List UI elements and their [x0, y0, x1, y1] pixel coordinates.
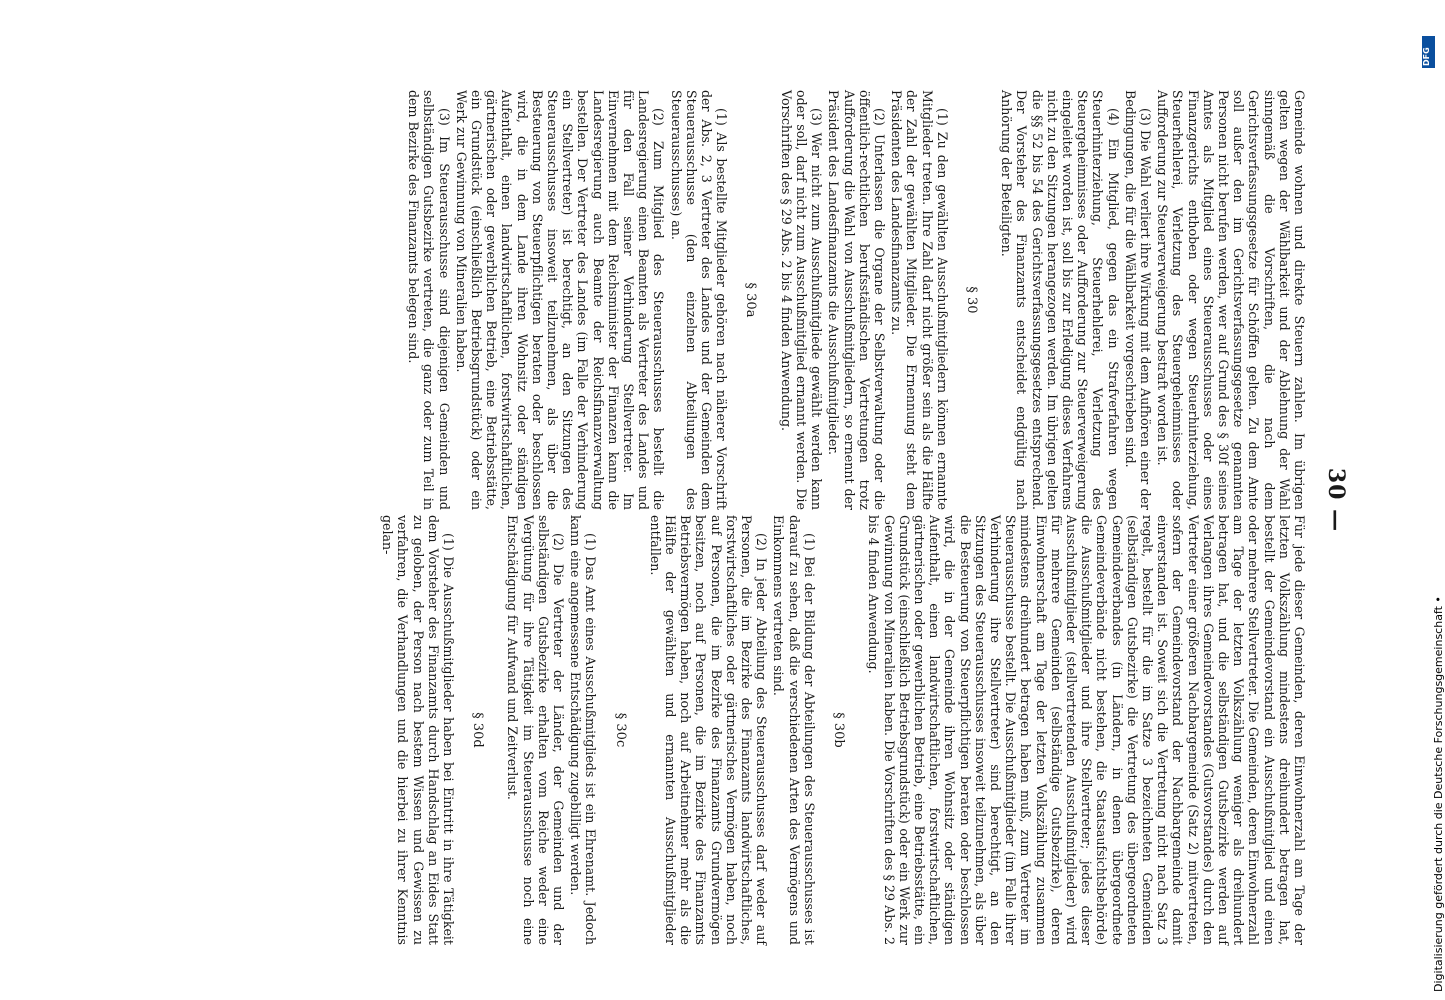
paragraph: (2) In jeder Abteilung des Steuerausschusses darf weder auf Personen, die im Bezirke des Finanzamts landwirtschaftliches, forstwirtschaftliches oder gärtnerisches Vermögen haben, noch auf Personen, die im Bezirke des Finanzamts Grundvermögen besitzen, noch auf Personen, die im Bezirke des Finanzamts Betriebsvermögen haben, noch auf Arbeitnehmer mehr als die Hälfte der gewählten und ernannten Ausschußmitglieder entfallen.	[647, 515, 770, 945]
paragraph: (2) Die Vertreter der Länder, der Gemeinden und der selbständigen Gutsbezirke erhalten vom Reiche weder eine Vergütung für ihre Tätigkeit im Steuerausschusse noch eine Entschädigung für Aufwand und Zeitverlust.	[505, 515, 567, 945]
right-column	[378, 515, 1307, 945]
paragraph: (2) Zum Mitglied des Steuerausschusses bestellt die Landesregierung einen Beamten als Vertreter des Landes und für den Fall seiner Verhinderung Stellvertreter. Im Einvernehmen mit dem Reichsminister der Finanzen kann die Landesregierung auch Beamte der Reichsfinanzverwaltung bestellen. Der Vertreter des Landes (im Falle der Verhinderung ein Stellvertreter) ist berechtigt, an den Sitzungen des Steuerausschusses insoweit teilzunehmen, als über die Besteuerung von Steuerpflichtigen beraten oder beschlossen wird, die in dem Lande ihren Wohnsitz oder ständigen Aufenthalt, einen landwirtschaftlichen, forstwirtschaftlichen, gärtnerischen oder gewerblichen Betrieb, eine Betriebsstätte, ein Grundstück (einschließlich Betriebsgrundstück) oder ein Werk zur Gewinnung von Mineralien haben.	[453, 90, 667, 510]
section-heading: § 30b	[831, 712, 847, 748]
paragraph: (3) Die Wahl verliert ihre Wirkung mit dem Aufhören einer der Bedingungen, die für die Wählbarkeit vorgeschrieben sind.	[1122, 90, 1153, 510]
paragraph: (2) Unterlassen die Organe der Selbstverwaltung oder die öffentlich-rechtlichen berufsständischen Vertretungen trotz Aufforderung die Wahl von Ausschußmitgliedern, so ernennt der Präsident des Landesfinanzamts die Ausschußmitglieder.	[826, 90, 887, 510]
left-column	[404, 90, 1307, 510]
paragraph: Für jede dieser Gemeinden, deren Einwohnerzahl am Tage der letzten Volkszählung mindestens dreihundert betragen hat, bestellt der Gemeindevorstand ein Ausschußmitglied und einen oder mehrere Stellvertreter. Die Gemeinden, deren Einwohnerzahl am Tage der letzten Volkszählung weniger als dreihundert betragen hat, und die selbständigen Gutsbezirke werden auf Verlangen ihres Gemeindevorstandes (Gutsvorstandes) durch den Vertreter einer größeren Nachbargemeinde (Satz 2) mitvertreten, sofern der Gemeindevorstand der Nachbargemeinde damit einverstanden ist. Soweit sich die Vertretung nicht nach Satz 3 regelt, bestellt für die im Satze 3 bezeichneten Gemeinden (selbständigen Gutsbezirke) die Vertretung des übergeordneten Gemeindeverbandes (in Ländern, in denen übergeordnete Gemeindeverbände nicht bestehen, die Staatsaufsichtsbehörde) die Ausschußmitglieder und ihre Stellvertreter; jedes dieser Ausschußmitglieder (stellvertretenden Ausschußmitglieder) wird für mehrere Gemeinden (selbständige Gutsbezirke), deren Einwohnerschaft am Tage der letzten Volkszählung zusammen mindestens dreihundert betragen haben muß, zum Vertreter im Steuerausschusse bestellt. Die Ausschußmitglieder (im Falle ihrer Verhinderung ihre Stellvertreter) sind berechtigt, an den Sitzungen des Steuerausschusses insoweit teilzunehmen, als über die Besteuerung von Steuerpflichtigen beraten oder beschlossen wird, die in der Gemeinde ihren Wohnsitz oder ständigen Aufenthalt, einen landwirtschaftlichen, forstwirtschaftlichen, gärtnerischen oder gewerblichen Betrieb, eine Betriebsstätte, ein Grundstück (einschließlich Betriebsgrundstück) oder ein Werk zur Gewinnung von Mineralien haben. Die Vorschriften des § 29 Abs. 2 bis 4 finden Anwendung.	[866, 515, 1307, 945]
paragraph: (3) Wer nicht zum Ausschußmitgliede gewählt werden kann oder soll, darf nicht zum Ausschußmitglied ernannt werden. Die Vorschriften des § 29 Abs. 2 bis 4 finden Anwendung.	[778, 90, 825, 510]
paragraph: (3) Im Steuerausschusse sind diejenigen Gemeinden und selbständigen Gutsbezirke vertreten, die ganz oder zum Teil in dem Bezirke des Finanzamts belegen sind.	[406, 90, 452, 510]
digitization-credit: Digitalisierung gefördert durch die Deutsche Forschungsgemeinschaft •	[1432, 596, 1445, 992]
paragraph: (1) Die Ausschußmitglieder haben bei Eintritt in ihre Tätigkeit dem Vorsteher des Finanzamts durch Handschlag an Eides Statt zu geloben, der Person nach bestem Wissen und Gewissen zu verfahren, die Verhandlungen und die hierbei zu ihrer Kenntnis gelan-	[380, 515, 457, 945]
page-dash: —	[1323, 509, 1349, 533]
page-header	[1323, 0, 1349, 1000]
section-heading: § 30c	[612, 712, 628, 748]
paragraph: (1) Das Amt eines Ausschußmitglieds ist ein Ehrenamt. Jedoch kann eine angemessene Entschädigung zugebilligt werden.	[568, 515, 599, 945]
dfg-logo	[1422, 36, 1435, 68]
section-heading: § 30d	[470, 712, 486, 748]
section-heading: § 30	[963, 286, 979, 314]
paragraph: Gemeinde wohnen und direkte Steuern zahlen. Im übrigen gelten wegen der Wählbarkeit und der Ablehnung der Wahl sinngemäß die Vorschriften, die nach dem Gerichtsverfassungsgesetze für Schöffen gelten. Zu dem Amte soll außer den im Gerichtsverfassungsgesetze genannten Personen nicht berufen werden, wer auf Grund des § 30f seines Amtes als Mitglied eines Steuerausschusses oder eines Finanzgerichts enthoben oder wegen Steuerhinterziehung, Steuerhehlerei, Verletzung des Steuergeheimnisses oder Aufforderung zur Steuerverweigerung bestraft worden ist.	[1155, 90, 1307, 510]
paragraph: (1) Bei der Bildung der Abteilungen des Steuerausschusses ist darauf zu sehen, daß die verschiedenen Arten des Vermögens und Einkommens vertreten sind.	[771, 515, 817, 945]
section-heading: § 30a	[743, 282, 759, 318]
page-number: 30	[1323, 467, 1349, 501]
paragraph: (4) Ein Mitglied, gegen das ein Strafverfahren wegen Steuerhinterziehung, Steuerhehlerei, Verletzung des Steuergeheimnisses oder Aufforderung zur Steuerverweigerung eingeleitet worden ist, soll bis zur Erledigung dieses Verfahrens nicht zu den Sitzungen herangezogen werden. Im übrigen gelten die §§ 52 bis 54 des Gerichtsverfassungsgesetzes entsprechend. Der Vorsteher des Finanzamts entscheidet endgültig nach Anhörung der Beteiligten.	[999, 90, 1121, 510]
paragraph: (1) Zu den gewählten Ausschußmitgliedern können ernannte Mitglieder treten. Ihre Zahl darf nicht größer sein als die Hälfte der Zahl der gewählten Mitglieder. Die Ernennung steht dem Präsidenten des Landesfinanzamts zu.	[889, 90, 950, 510]
dfg-logo-text: DFG	[1422, 47, 1431, 66]
paragraph: (1) Als bestellte Mitglieder gehören nach näherer Vorschrift der Abs. 2, 3 Vertreter des Landes und der Gemeinden dem Steuerausschusse (den einzelnen Abteilungen des Steuerausschusses) an.	[668, 90, 730, 510]
